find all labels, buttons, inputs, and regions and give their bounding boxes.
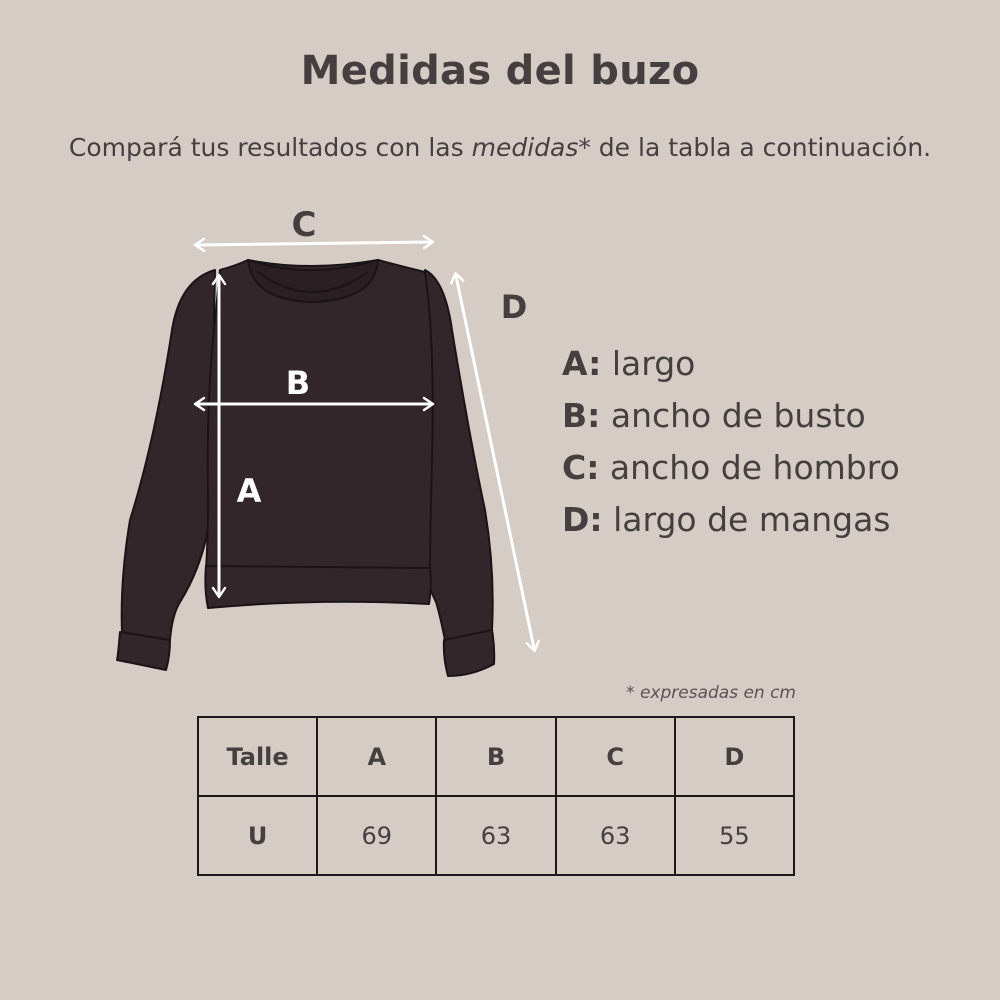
table-header-cell: Talle [198, 717, 317, 796]
legend-key: C: [562, 448, 600, 487]
table-cell: 63 [436, 796, 555, 875]
table-cell-size: U [198, 796, 317, 875]
table-header-cell: D [675, 717, 794, 796]
legend-text: ancho de hombro [609, 448, 900, 487]
sweatshirt-shape [117, 260, 494, 676]
legend-text: largo de mangas [613, 500, 891, 539]
label-c: C [291, 205, 317, 245]
size-table [197, 716, 795, 876]
page-title: Medidas del buzo [300, 48, 700, 94]
table-header-cell: C [556, 717, 675, 796]
subtitle-emphasis: medidas* [471, 133, 591, 162]
table-cell: 55 [675, 796, 794, 875]
label-d: D [500, 288, 528, 326]
table-header-cell: B [436, 717, 555, 796]
subtitle-text-start: Compará tus resultados con las [68, 133, 472, 162]
legend-key: A: [562, 344, 602, 383]
sweatshirt-diagram [100, 200, 580, 690]
page-subtitle [0, 133, 1000, 162]
legend-text: ancho de busto [610, 396, 866, 435]
subtitle-text-end: de la tabla a continuación. [590, 133, 932, 162]
legend-item-d [562, 494, 900, 546]
legend-key: D: [562, 500, 603, 539]
table-header-row [198, 717, 794, 796]
legend-item-b [562, 390, 900, 442]
table-row [198, 796, 794, 875]
legend-item-c [562, 442, 900, 494]
units-note: * expresadas en cm [626, 683, 796, 703]
measurement-legend [562, 338, 900, 546]
legend-text: largo [611, 344, 696, 383]
legend-key: B: [562, 396, 601, 435]
legend-item-a [562, 338, 900, 390]
table-cell: 69 [317, 796, 436, 875]
label-b: B [285, 364, 311, 402]
label-a: A [236, 472, 262, 510]
table-header-cell: A [317, 717, 436, 796]
sweatshirt-illustration [100, 200, 580, 690]
table-cell: 63 [556, 796, 675, 875]
